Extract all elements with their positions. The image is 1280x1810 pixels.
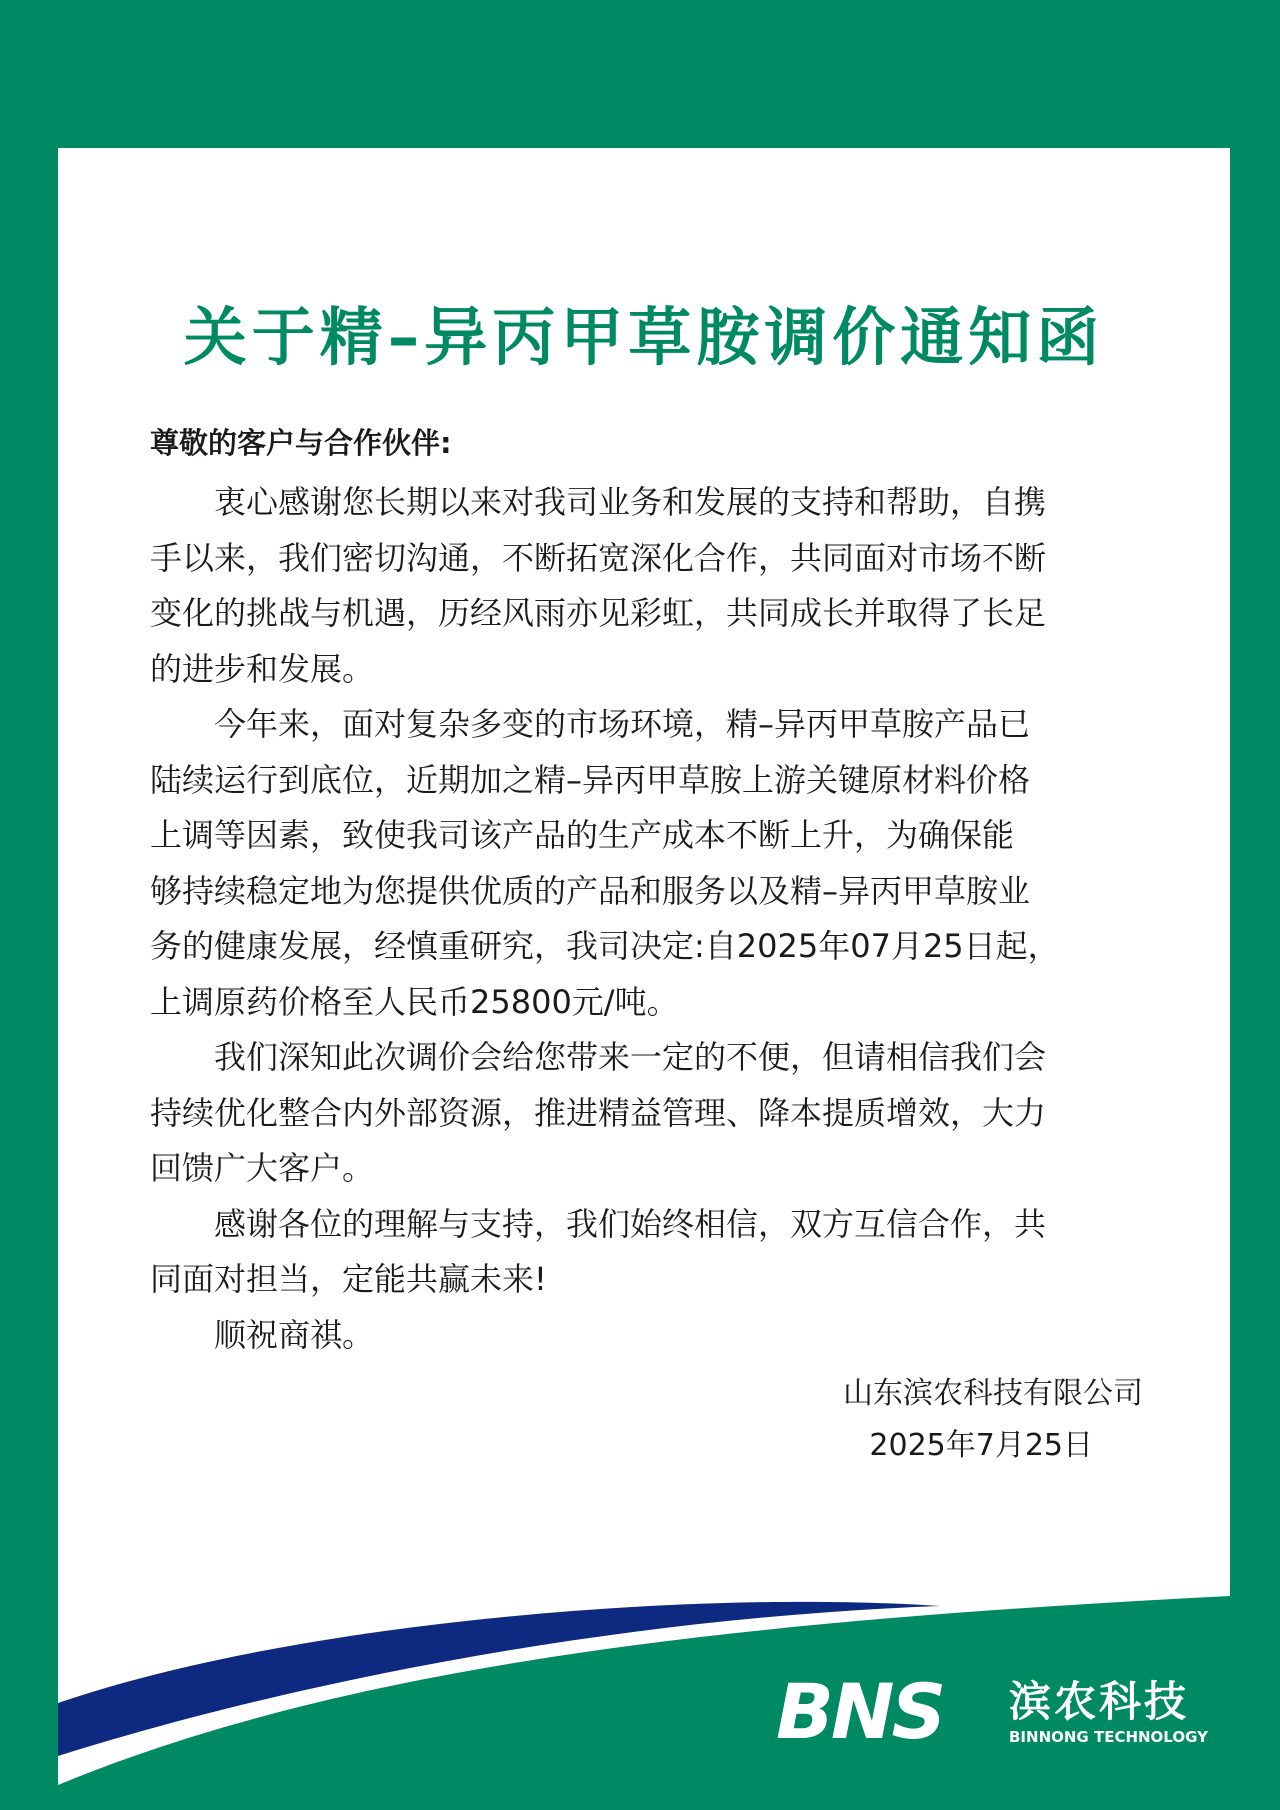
- salutation: 尊敬的客户与合作伙伴:: [150, 426, 452, 460]
- text-line: 我们深知此次调价会给您带来一定的不便，但请相信我们会: [150, 1038, 1047, 1076]
- notice-title: 关于精–异丙甲草胺调价通知函: [183, 301, 1105, 374]
- bns-logo-mark: BNS: [776, 1667, 944, 1756]
- text-line: 的进步和发展。: [150, 649, 375, 688]
- text-line: 感谢各位的理解与支持，我们始终相信，双方互信合作，共: [150, 1204, 1047, 1243]
- signature-date: 2025年7月25日: [869, 1428, 1093, 1463]
- text-line: 陆续运行到底位，近期加之精–异丙甲草胺上游关键原材料价格: [150, 760, 1031, 799]
- logo-english-name: BINNONG TECHNOLOGY: [1009, 1728, 1208, 1746]
- logo-chinese-name: 滨农科技: [1009, 1677, 1190, 1726]
- text-line: 务的健康发展，经慎重研究，我司决定:自2025年07月25日起，: [150, 927, 1060, 965]
- text-line: 持续优化整合内外部资源，推进精益管理、降本提质增效，大力: [150, 1093, 1047, 1132]
- company-logo: [776, 1667, 1208, 1756]
- text-line: 上调等因素，致使我司该产品的生产成本不断上升，为确保能: [150, 816, 1015, 854]
- text-line: 上调原药价格至人民币25800元/吨。: [150, 982, 679, 1021]
- text-line: 变化的挑战与机遇，历经风雨亦见彩虹，共同成长并取得了长足: [150, 594, 1047, 632]
- text-line: 够持续稳定地为您提供优质的产品和服务以及精–异丙甲草胺业: [150, 871, 1031, 910]
- text-line: 顺祝商祺。: [150, 1315, 375, 1354]
- text-line: 手以来，我们密切沟通，不断拓宽深化合作，共同面对市场不断: [150, 538, 1047, 577]
- text-line: 衷心感谢您长期以来对我司业务和发展的支持和帮助，自携: [150, 483, 1047, 521]
- text-line: 回馈广大客户。: [150, 1149, 375, 1187]
- company-signature: 山东滨农科技有限公司: [843, 1376, 1143, 1411]
- text-line: 同面对担当，定能共赢未来!: [150, 1260, 547, 1298]
- text-line: 今年来，面对复杂多变的市场环境，精–异丙甲草胺产品已: [150, 705, 1031, 743]
